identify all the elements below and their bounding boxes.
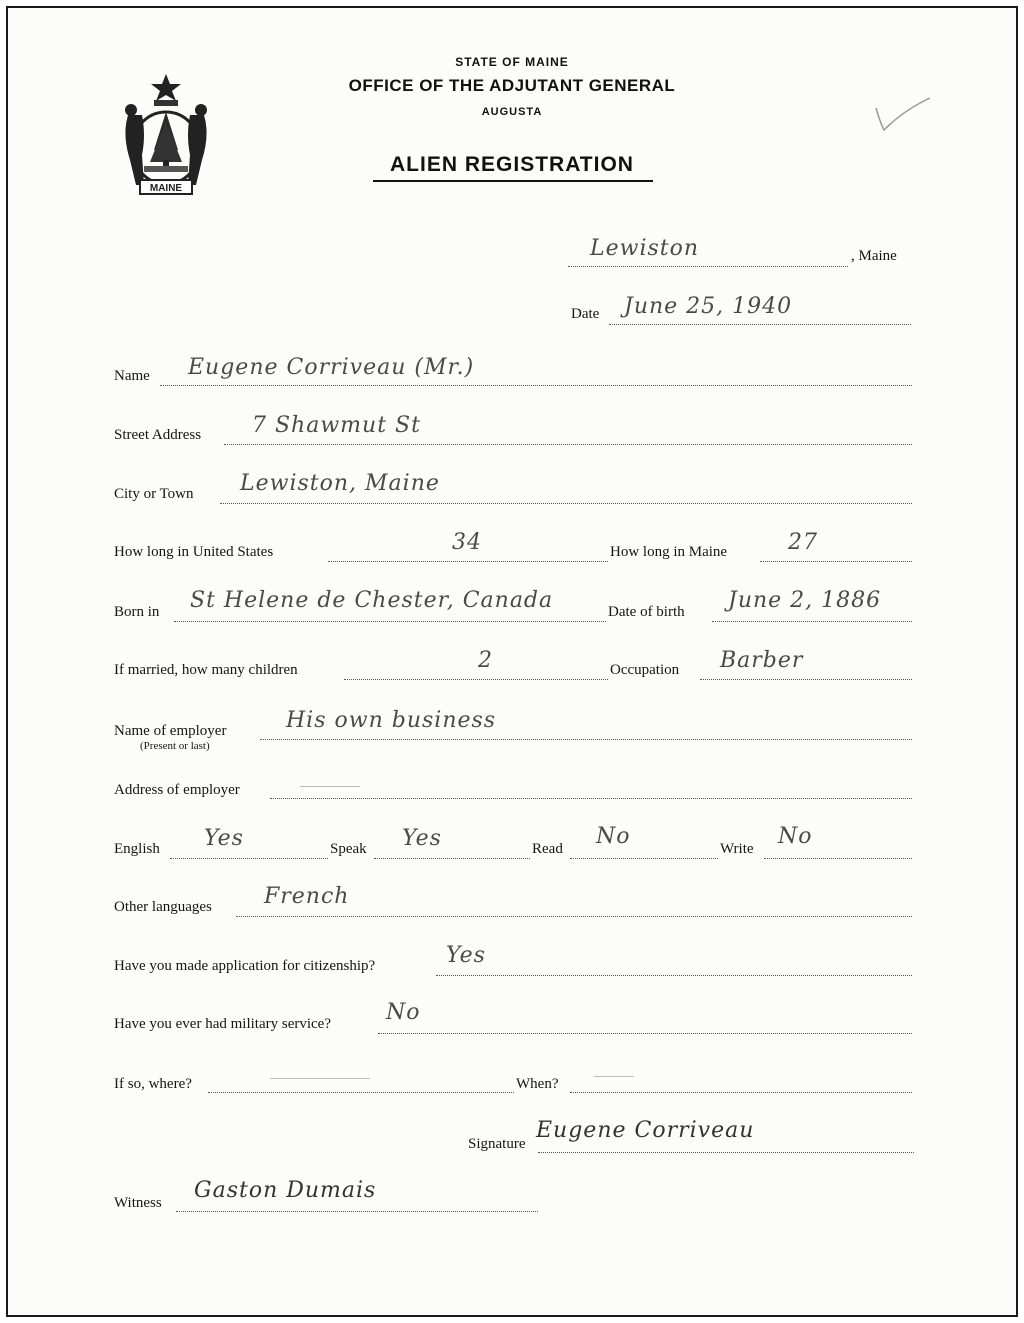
- speak-label: Speak: [330, 841, 367, 857]
- name-label: Name: [114, 368, 150, 384]
- place-value: Lewiston: [590, 236, 700, 261]
- city-line: [220, 503, 912, 504]
- speak-value: Yes: [402, 826, 442, 851]
- signature-label: Signature: [468, 1136, 526, 1152]
- check-mark-icon: [874, 96, 934, 136]
- witness-label: Witness: [114, 1195, 162, 1211]
- born-in-value: St Helene de Chester, Canada: [190, 588, 554, 613]
- employer-value: His own business: [286, 708, 497, 733]
- how-long-maine-line: [760, 561, 912, 562]
- occupation-label: Occupation: [610, 662, 680, 678]
- how-long-us-label: How long in United States: [114, 544, 274, 560]
- other-languages-line: [236, 916, 912, 917]
- other-languages-label: Other languages: [114, 899, 212, 915]
- seal-ribbon-text: MAINE: [149, 183, 183, 194]
- occupation-value: Barber: [720, 648, 804, 673]
- born-in-label: Born in: [114, 604, 160, 620]
- english-label: English: [114, 841, 160, 857]
- born-in-line: [174, 621, 606, 622]
- citizenship-value: Yes: [446, 943, 486, 968]
- employer-line: [260, 739, 912, 740]
- registration-form-page: [6, 6, 1018, 1317]
- english-line: [170, 858, 328, 859]
- read-value: No: [596, 824, 631, 849]
- speak-line: [374, 858, 530, 859]
- employer-address-label: Address of employer: [114, 782, 240, 798]
- employer-address-line: [270, 798, 912, 799]
- read-label: Read: [532, 841, 563, 857]
- dob-value: June 2, 1886: [728, 588, 882, 613]
- employer-sub-label: (Present or last): [140, 740, 210, 752]
- write-line: [764, 858, 912, 859]
- signature-line: [538, 1152, 914, 1153]
- when-mark: [594, 1076, 634, 1077]
- children-value: 2: [478, 648, 493, 673]
- how-long-maine-label: How long in Maine: [610, 544, 728, 560]
- place-suffix: , Maine: [851, 248, 897, 264]
- employer-address-mark: [300, 786, 360, 787]
- other-languages-value: French: [264, 884, 350, 909]
- name-line: [160, 385, 912, 386]
- how-long-us-value: 34: [452, 530, 482, 555]
- form-title: ALIEN REGISTRATION: [390, 153, 634, 176]
- when-label: When?: [516, 1076, 559, 1092]
- military-label: Have you ever had military service?: [114, 1016, 331, 1032]
- place-line: [568, 266, 848, 267]
- title-underline: [373, 180, 653, 182]
- street-value: 7 Shawmut St: [252, 413, 421, 438]
- date-label: Date: [571, 306, 600, 322]
- city-value: Lewiston, Maine: [240, 471, 440, 496]
- military-line: [378, 1033, 912, 1034]
- signature-value: Eugene Corriveau: [536, 1118, 755, 1143]
- children-label: If married, how many children: [114, 662, 298, 678]
- how-long-us-line: [328, 561, 608, 562]
- write-value: No: [778, 824, 813, 849]
- where-label: If so, where?: [114, 1076, 192, 1092]
- witness-line: [176, 1211, 538, 1212]
- where-line: [208, 1092, 514, 1093]
- dob-line: [712, 621, 912, 622]
- date-value: June 25, 1940: [624, 294, 793, 319]
- dob-label: Date of birth: [608, 604, 685, 620]
- header-state: STATE OF MAINE: [455, 55, 569, 69]
- military-value: No: [386, 1000, 421, 1025]
- when-line: [570, 1092, 912, 1093]
- header-city: AUGUSTA: [481, 106, 543, 118]
- citizenship-line: [436, 975, 912, 976]
- how-long-maine-value: 27: [788, 530, 818, 555]
- street-label: Street Address: [114, 427, 202, 443]
- occupation-line: [700, 679, 912, 680]
- children-line: [344, 679, 608, 680]
- read-line: [570, 858, 718, 859]
- witness-value: Gaston Dumais: [194, 1178, 377, 1203]
- where-mark: [270, 1078, 370, 1079]
- city-label: City or Town: [114, 486, 194, 502]
- citizenship-label: Have you made application for citizenship?: [114, 958, 376, 974]
- street-line: [224, 444, 912, 445]
- write-label: Write: [720, 841, 754, 857]
- date-line: [609, 324, 911, 325]
- employer-label: Name of employer: [114, 723, 227, 739]
- header-office: OFFICE OF THE ADJUTANT GENERAL: [348, 76, 676, 95]
- name-value: Eugene Corriveau (Mr.): [188, 355, 475, 380]
- english-value: Yes: [204, 826, 244, 851]
